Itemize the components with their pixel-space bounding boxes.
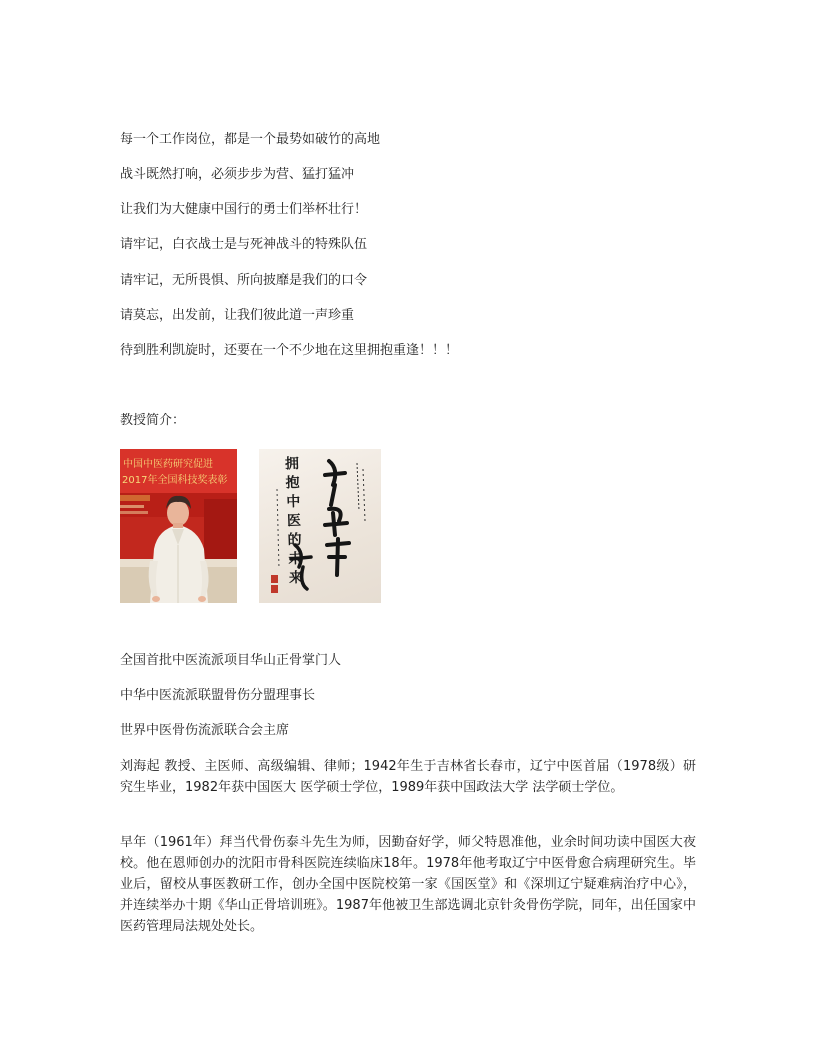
photo-banner-line-1: 中国中医药研究促进 — [123, 459, 213, 470]
bio-paragraph-1: 刘海起 教授、主医师、高级编辑、律师；1942年生于吉林省长春市，辽宁中医首届（1978级）研究生毕业，1982年获中国医大 医学硕士学位，1989年获中国政法大学 法学硕士学位。 — [120, 759, 696, 795]
calligraphy-text: 拥抱中医的未来 — [284, 455, 304, 587]
intro-heading: 教授简介： — [120, 413, 186, 428]
photo-banner-line-2: 2017年全国科技奖表彰 — [122, 475, 228, 486]
title-line-3: 世界中医骨伤流派联合会主席 — [120, 723, 290, 738]
poem-line-7: 待到胜利凯旋时，还要在一个不少地在这里拥抱重逢！！！ — [120, 343, 459, 358]
title-line-1: 全国首批中医流派项目华山正骨掌门人 — [120, 653, 342, 668]
title-line-2: 中华中医流派联盟骨伤分盟理事长 — [120, 688, 316, 703]
poem-line-4: 请牢记，白衣战士是与死神战斗的特殊队伍 — [120, 237, 368, 252]
professor-photo — [120, 449, 237, 603]
poem-line-1: 每一个工作岗位，都是一个最势如破竹的高地 — [120, 132, 381, 147]
poem-line-6: 请莫忘，出发前，让我们彼此道一声珍重 — [120, 308, 355, 323]
calligraphy-image — [259, 449, 381, 603]
poem-line-2: 战斗既然打响，必须步步为营、猛打猛冲 — [120, 167, 355, 182]
poem-line-5: 请牢记，无所畏惧、所向披靡是我们的口令 — [120, 273, 368, 288]
bio-paragraph-2: 早年（1961年）拜当代骨伤泰斗先生为师，因勤奋好学，师父特恩准他，业余时间功读中国医大夜校。他在恩师创办的沈阳市骨科医院连续临床18年。1978年他考取辽宁中医骨愈合病理研究生。毕业后，留校从事医教研工作，创办全国中医院校第一家《国医堂》和《深圳辽宁疑难病治疗中心》，并连续举办十期《华山正骨培训班》。1987年他被卫生部选调北京针灸骨伤学院，同年，出任国家中医药管理局法规处处长。 — [120, 835, 696, 934]
poem-line-3: 让我们为大健康中国行的勇士们举杯壮行！ — [120, 202, 368, 217]
